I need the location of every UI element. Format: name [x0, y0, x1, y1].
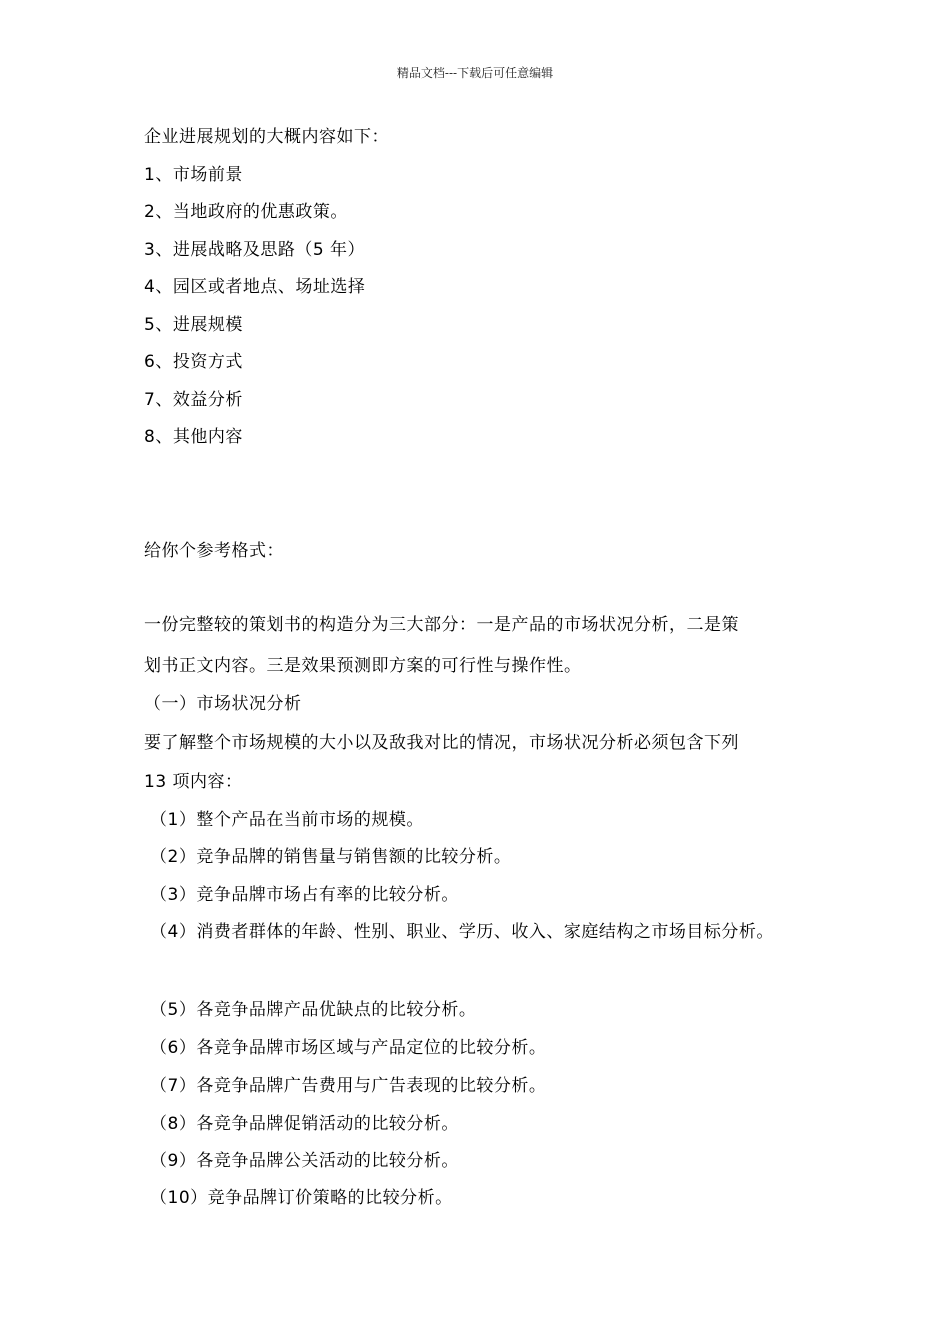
analysis-item: （4）消费者群体的年龄、性别、职业、学历、收入、家庭结构之市场目标分析。	[150, 922, 774, 942]
paragraph-line: 13 项内容：	[144, 772, 243, 792]
analysis-item: （2）竞争品牌的销售量与销售额的比较分析。	[150, 847, 512, 867]
paragraph-line: 划书正文内容。三是效果预测即方案的可行性与操作性。	[144, 656, 582, 676]
page-header: 精品文档---下载后可任意编辑	[396, 66, 554, 80]
analysis-item: （9）各竞争品牌公关活动的比较分析。	[150, 1151, 459, 1171]
outline-item: 1、市场前景	[144, 165, 243, 185]
analysis-item: （5）各竞争品牌产品优缺点的比较分析。	[150, 1000, 477, 1020]
outline-item: 6、投资方式	[144, 352, 243, 372]
section-title: （一）市场状况分析	[144, 694, 302, 714]
outline-item: 5、进展规模	[144, 315, 243, 335]
outline-item: 4、园区或者地点、场址选择	[144, 277, 366, 297]
outline-item: 8、其他内容	[144, 427, 243, 447]
analysis-item: （6）各竞争品牌市场区域与产品定位的比较分析。	[150, 1038, 547, 1058]
paragraph-line: 一份完整较的策划书的构造分为三大部分：一是产品的市场状况分析，二是策	[144, 615, 739, 635]
outline-item: 2、当地政府的优惠政策。	[144, 202, 348, 222]
reference-heading: 给你个参考格式：	[144, 541, 284, 561]
intro-line: 企业进展规划的大概内容如下：	[144, 127, 389, 147]
analysis-item: （7）各竞争品牌广告费用与广告表现的比较分析。	[150, 1076, 547, 1096]
analysis-item: （10）竞争品牌订价策略的比较分析。	[150, 1188, 453, 1208]
outline-item: 7、效益分析	[144, 390, 243, 410]
paragraph-line: 要了解整个市场规模的大小以及敌我对比的情况，市场状况分析必须包含下列	[144, 733, 739, 753]
analysis-item: （8）各竞争品牌促销活动的比较分析。	[150, 1114, 459, 1134]
analysis-item: （3）竞争品牌市场占有率的比较分析。	[150, 885, 459, 905]
outline-item: 3、进展战略及思路（5 年）	[144, 240, 366, 260]
analysis-item: （1）整个产品在当前市场的规模。	[150, 810, 424, 830]
